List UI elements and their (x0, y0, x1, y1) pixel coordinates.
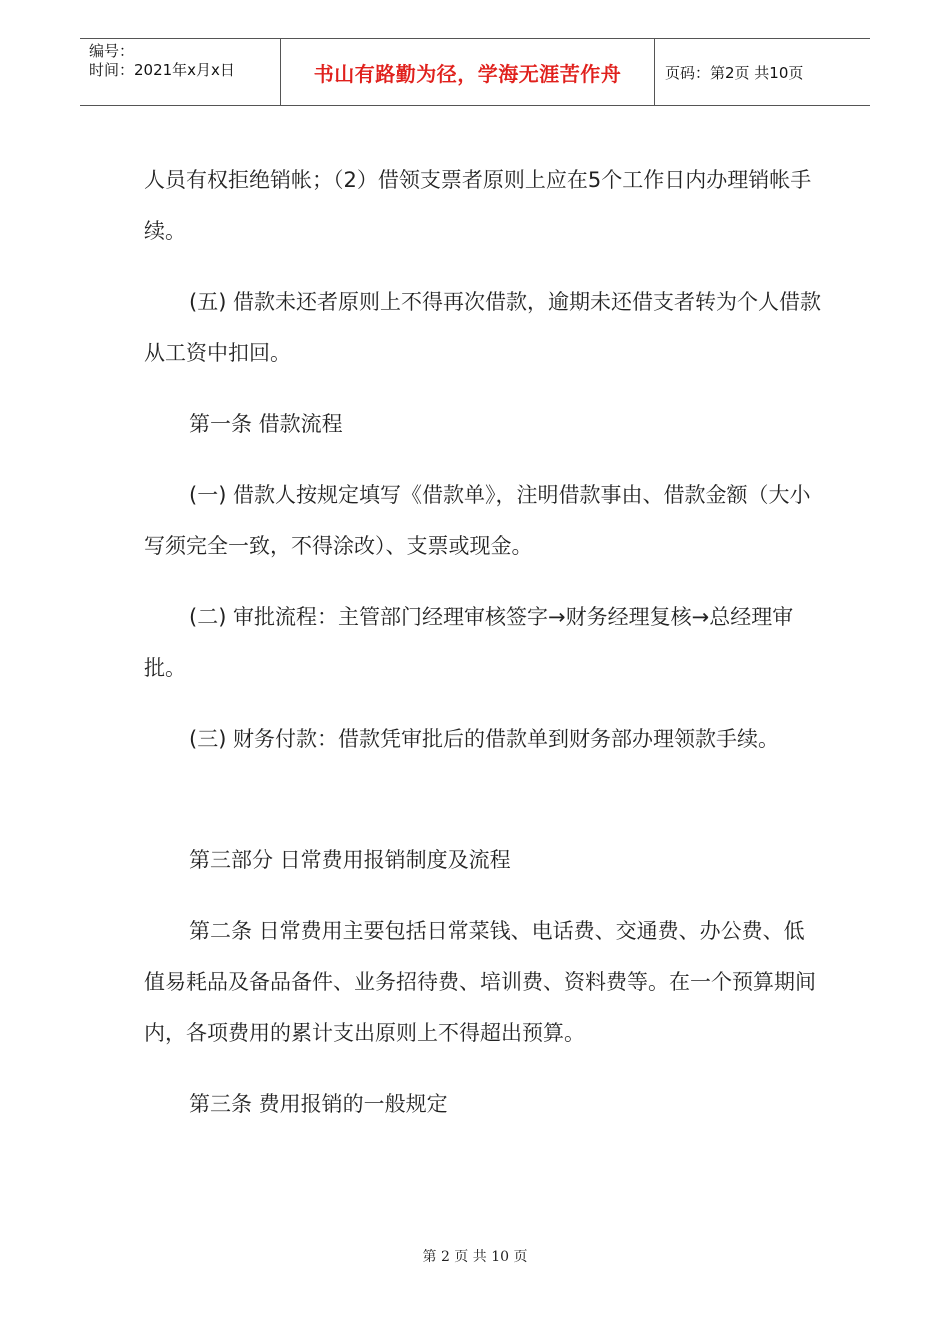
paragraph-item-2: (二) 审批流程：主管部门经理审核签字→财务经理复核→总经理审批。 (144, 605, 794, 680)
article-heading: 第三条 费用报销的一般规定 (189, 1092, 448, 1116)
page-footer: 第 2 页 共 10 页 (422, 1249, 528, 1265)
header-meta (80, 39, 281, 105)
document-body (144, 155, 824, 1150)
article-heading: 第一条 借款流程 (189, 412, 343, 436)
header-page-info: 页码：第2页 共10页 (665, 63, 804, 82)
article-paragraph: 第二条 日常费用主要包括日常菜钱、电话费、交通费、办公费、低值易耗品及备品备件、业务招待费、培训费、资料费等。在一个预算期间内，各项费用的累计支出原则上不得超出预算。 (144, 919, 816, 1045)
paragraph-continuation: 人员有权拒绝销帐；（2）借领支票者原则上应在5个工作日内办理销帐手续。 (144, 168, 812, 243)
section-heading: 第三部分 日常费用报销制度及流程 (189, 848, 511, 872)
page-header (80, 38, 870, 106)
header-motto: 书山有路勤为径，学海无涯苦作舟 (281, 39, 655, 105)
document-number-label: 编号： (89, 42, 135, 60)
paragraph-item-3: (三) 财务付款：借款凭审批后的借款单到财务部办理领款手续。 (189, 727, 780, 751)
paragraph-item-5: (五) 借款未还者原则上不得再次借款，逾期未还借支者转为个人借款从工资中扣回。 (144, 290, 822, 365)
document-date: 时间：2021年x月x日 (89, 61, 235, 79)
paragraph-item-1: (一) 借款人按规定填写《借款单》，注明借款事由、借款金额（大小写须完全一致，不得涂改）、支票或现金。 (144, 483, 811, 558)
section-spacer (144, 785, 824, 835)
